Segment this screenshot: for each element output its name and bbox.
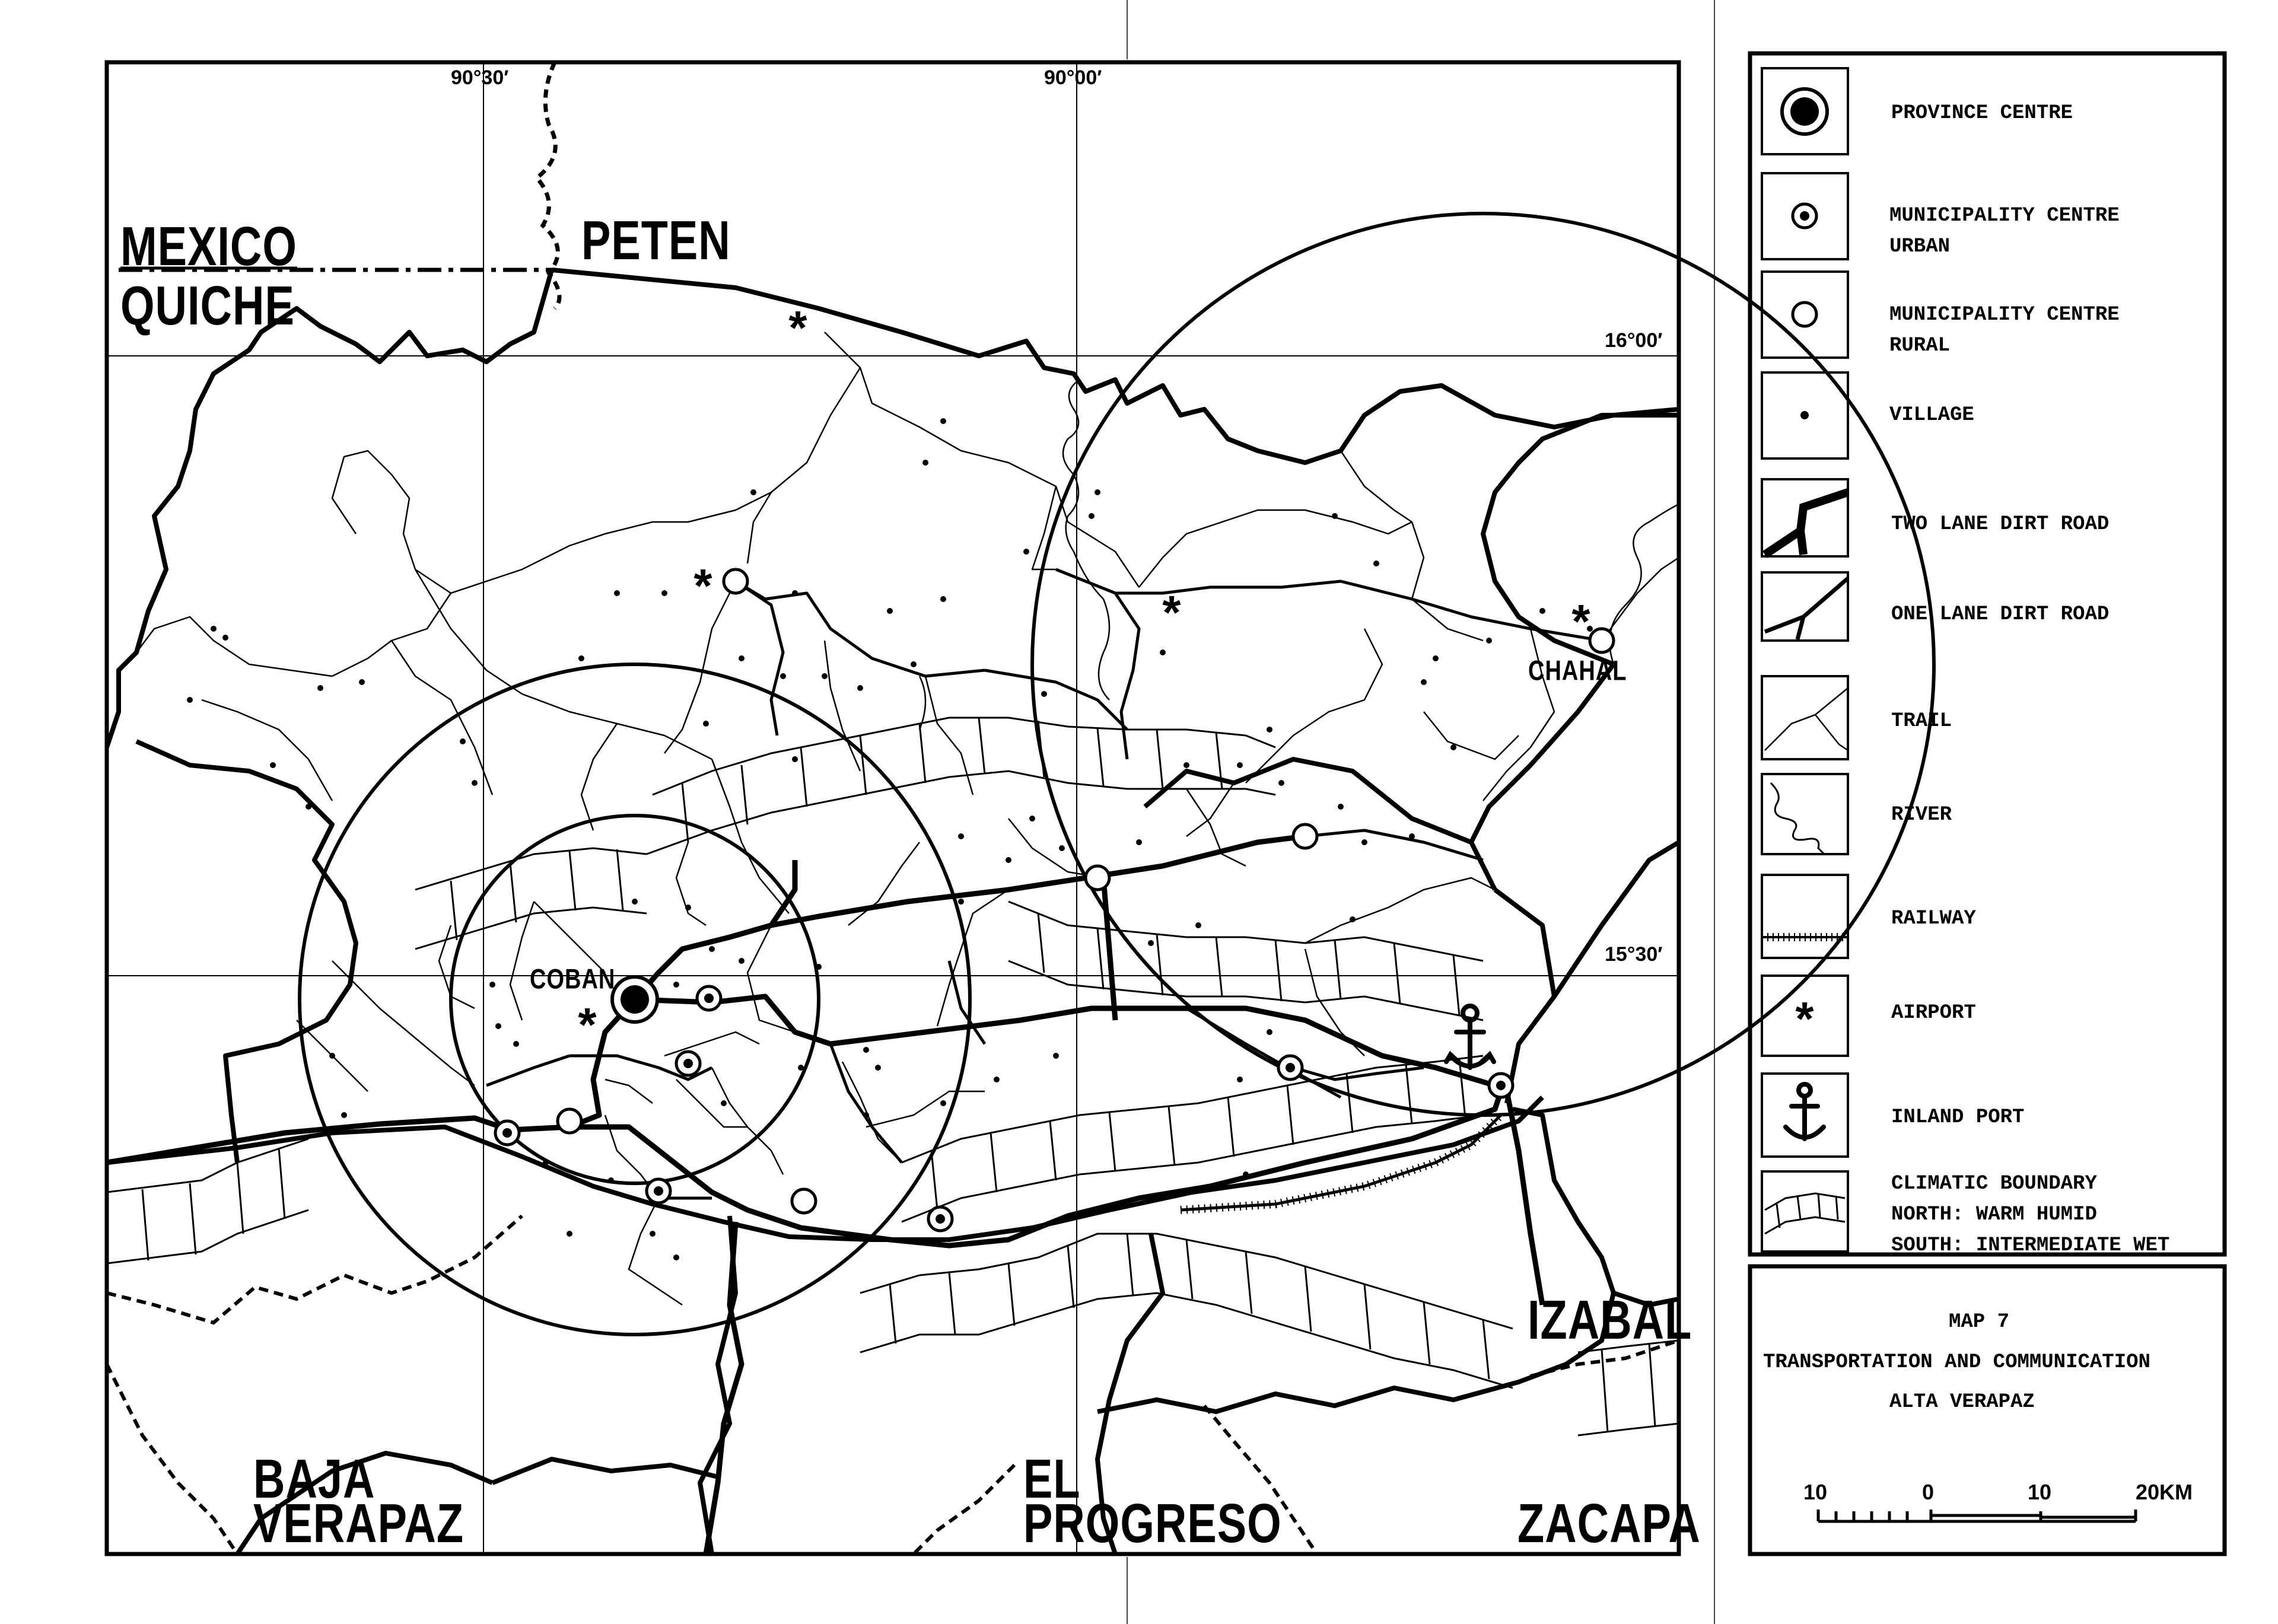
latitude-label-north: 16°00′ (1605, 329, 1663, 352)
legend-label-climatic-boundary: CLIMATIC BOUNDARY NORTH: WARM HUMID SOUTH: INTERMEDIATE WET (1891, 1173, 2170, 1257)
climatic-boundary-band (107, 718, 1679, 1435)
graticule (107, 62, 1679, 1554)
legend-swatches (1762, 89, 1848, 1234)
legend-label-two-lane-road: TWO LANE DIRT ROAD (1891, 513, 2110, 536)
legend-label-inland-port: INLAND PORT (1891, 1106, 2025, 1129)
map-area: ALTA VERAPAZ (1889, 1391, 2035, 1413)
svg-text:*: * (1162, 586, 1181, 639)
scale-label-10-left: 10 (1803, 1480, 1828, 1504)
map-border (107, 62, 1679, 1554)
place-label-coban: COBAN (530, 964, 616, 995)
inland-port-anchor-icon (1446, 1006, 1494, 1068)
municipality-centres-rural (558, 569, 1614, 1213)
svg-text:*: * (1571, 595, 1590, 648)
region-label-baja-verapaz-line2: VERAPAZ (253, 1492, 464, 1554)
legend-label-railway: RAILWAY (1891, 907, 1976, 930)
map-title: TRANSPORTATION AND COMMUNICATION (1763, 1351, 2150, 1374)
longitude-label-east: 90°00′ (1044, 66, 1102, 89)
region-label-mexico: MEXICO (120, 215, 297, 277)
scale-label-20km: 20KM (2136, 1480, 2193, 1504)
legend-label-municipality-rural: MUNICIPALITY CENTRE RURAL (1889, 304, 2120, 357)
region-label-baja-verapaz-line1: BAJA (253, 1448, 376, 1510)
railway-line (1181, 1115, 1501, 1210)
latitude-label-south: 15°30′ (1605, 943, 1663, 966)
longitude-label-west: 90°30′ (451, 66, 509, 89)
scale-label-10-right: 10 (2028, 1480, 2052, 1504)
region-label-izabal: IZABAL (1528, 1289, 1692, 1351)
legend-label-province-centre: PROVINCE CENTRE (1891, 102, 2073, 125)
legend-label-one-lane-road: ONE LANE DIRT ROAD (1891, 603, 2110, 626)
place-label-chahal: CHAHAL (1528, 655, 1627, 687)
map-number: MAP 7 (1949, 1311, 2010, 1333)
scale-bar (1818, 1510, 2136, 1521)
svg-text:*: * (693, 559, 712, 612)
province-centre-coban (612, 977, 657, 1022)
legend-label-trail: TRAIL (1891, 710, 1952, 733)
scale-label-0: 0 (1922, 1480, 1935, 1504)
region-label-el-progreso-line1: EL (1023, 1448, 1081, 1510)
svg-text:*: * (788, 301, 807, 354)
region-label-quiche: QUICHE (120, 275, 295, 336)
legend-label-village: VILLAGE (1889, 404, 1974, 426)
legend-label-municipality-urban: MUNICIPALITY CENTRE URBAN (1889, 205, 2120, 258)
region-label-peten: PETEN (581, 209, 731, 271)
region-label-el-progreso-line2: PROGRESO (1023, 1492, 1282, 1554)
legend-label-airport: AIRPORT (1891, 1002, 1976, 1024)
region-label-zacapa: ZACAPA (1517, 1492, 1701, 1554)
svg-text:*: * (578, 998, 597, 1051)
legend-airport-icon: * (1795, 992, 1814, 1045)
villages (187, 418, 1593, 1260)
legend-label-river: RIVER (1891, 804, 1952, 826)
